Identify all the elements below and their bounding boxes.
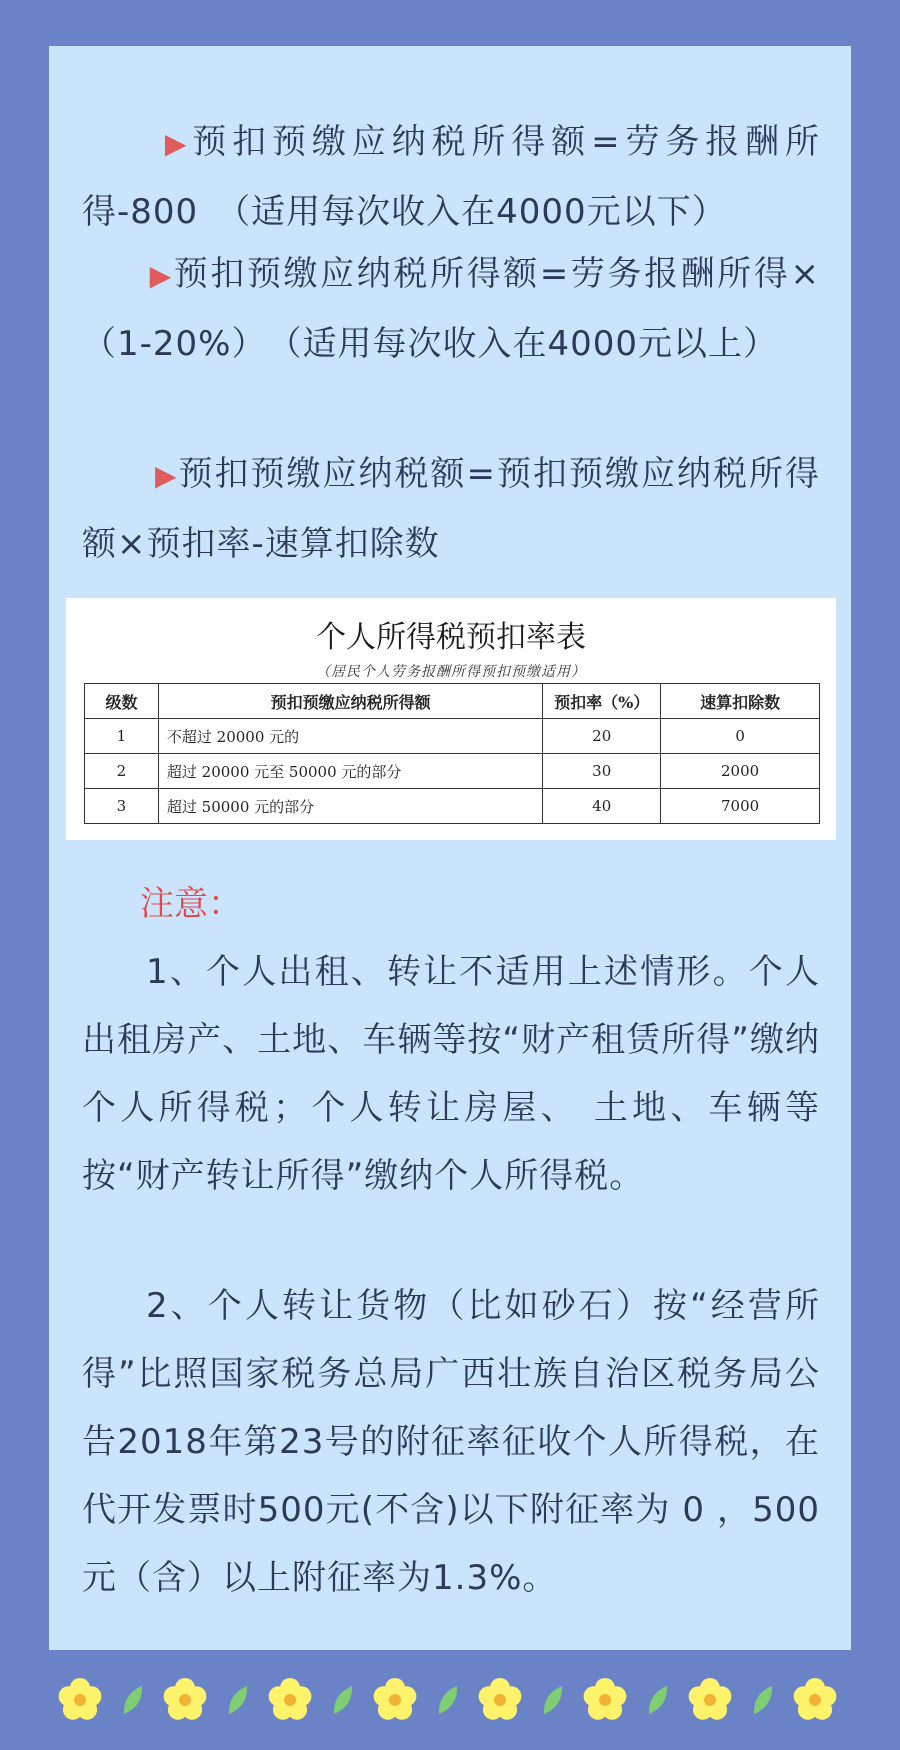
header-rate: 预扣率（%） — [543, 684, 661, 719]
cell-range: 不超过 20000 元的 — [158, 719, 542, 754]
cell-deduction: 2000 — [661, 754, 820, 789]
flower-icon — [794, 1678, 837, 1720]
header-deduction: 速算扣除数 — [661, 684, 820, 719]
table-header-row — [85, 684, 820, 719]
table-row — [85, 789, 820, 824]
header-level: 级数 — [85, 684, 159, 719]
footer-decoration — [0, 1660, 900, 1740]
table-row — [85, 719, 820, 754]
flower-icon — [689, 1678, 732, 1720]
cell-deduction: 0 — [661, 719, 820, 754]
cell-rate: 40 — [543, 789, 661, 824]
cell-level: 2 — [85, 754, 159, 789]
note-paragraph-1 — [82, 938, 820, 1210]
flower-icon — [479, 1678, 522, 1720]
table-subtitle: （居民个人劳务报酬所得预扣预缴适用） — [316, 664, 586, 680]
note-heading: 注意： — [140, 884, 242, 924]
flower-icon — [374, 1678, 417, 1720]
flower-icon — [584, 1678, 627, 1720]
leaf-icon — [334, 1686, 352, 1714]
leaf-icon — [229, 1686, 247, 1714]
note-text: 1、个人出租、转让不适用上述情形。个人出租房产、土地、车辆等按“财产租赁所得”缴纳个人所得税；个人转让房屋、 土地、车辆等按“财产转让所得”缴纳个人所得税。 — [82, 952, 820, 1196]
cell-deduction: 7000 — [661, 789, 820, 824]
cell-level: 3 — [85, 789, 159, 824]
flower-icon — [164, 1678, 207, 1720]
formula-text: 预扣预缴应纳税所得额=劳务报酬所得×（1-20%） （适用每次收入在4000元以上） — [82, 254, 820, 364]
note-text: 2、个人转让货物（比如砂石）按“经营所得”比照国家税务总局广西壮族自治区税务局公告2018年第23号的附征率征收个人所得税，在代开发票时500元(不含)以下附征率为 0 ，500元（含）以上附征率为1.3%。 — [82, 1286, 820, 1598]
leaf-icon — [649, 1686, 667, 1714]
leaf-icon — [544, 1686, 562, 1714]
header-range: 预扣预缴应纳税所得额 — [158, 684, 542, 719]
triangle-bullet-icon: ▶ — [154, 459, 179, 492]
leaf-icon — [754, 1686, 772, 1714]
note-paragraph-2 — [82, 1272, 820, 1612]
rate-table-panel — [66, 598, 836, 840]
triangle-bullet-icon: ▶ — [160, 127, 193, 160]
formula-over-4000 — [82, 240, 820, 378]
cell-rate: 20 — [543, 719, 661, 754]
cell-range: 超过 20000 元至 50000 元的部分 — [158, 754, 542, 789]
leaf-icon — [439, 1686, 457, 1714]
rate-table — [84, 683, 820, 824]
cell-rate: 30 — [543, 754, 661, 789]
formula-text: 预扣预缴应纳税额=预扣预缴应纳税所得额×预扣率-速算扣除数 — [82, 454, 820, 564]
formula-under-4000 — [82, 108, 820, 246]
cell-level: 1 — [85, 719, 159, 754]
table-row — [85, 754, 820, 789]
flower-icon — [59, 1678, 102, 1720]
table-title: 个人所得税预扣率表 — [316, 620, 586, 655]
cell-range: 超过 50000 元的部分 — [158, 789, 542, 824]
triangle-bullet-icon: ▶ — [148, 259, 174, 292]
leaf-icon — [124, 1686, 142, 1714]
flower-icon — [269, 1678, 312, 1720]
formula-tax-amount — [82, 440, 820, 578]
formula-text: 预扣预缴应纳税所得额=劳务报酬所得-800 （适用每次收入在4000元以下） — [82, 122, 820, 232]
